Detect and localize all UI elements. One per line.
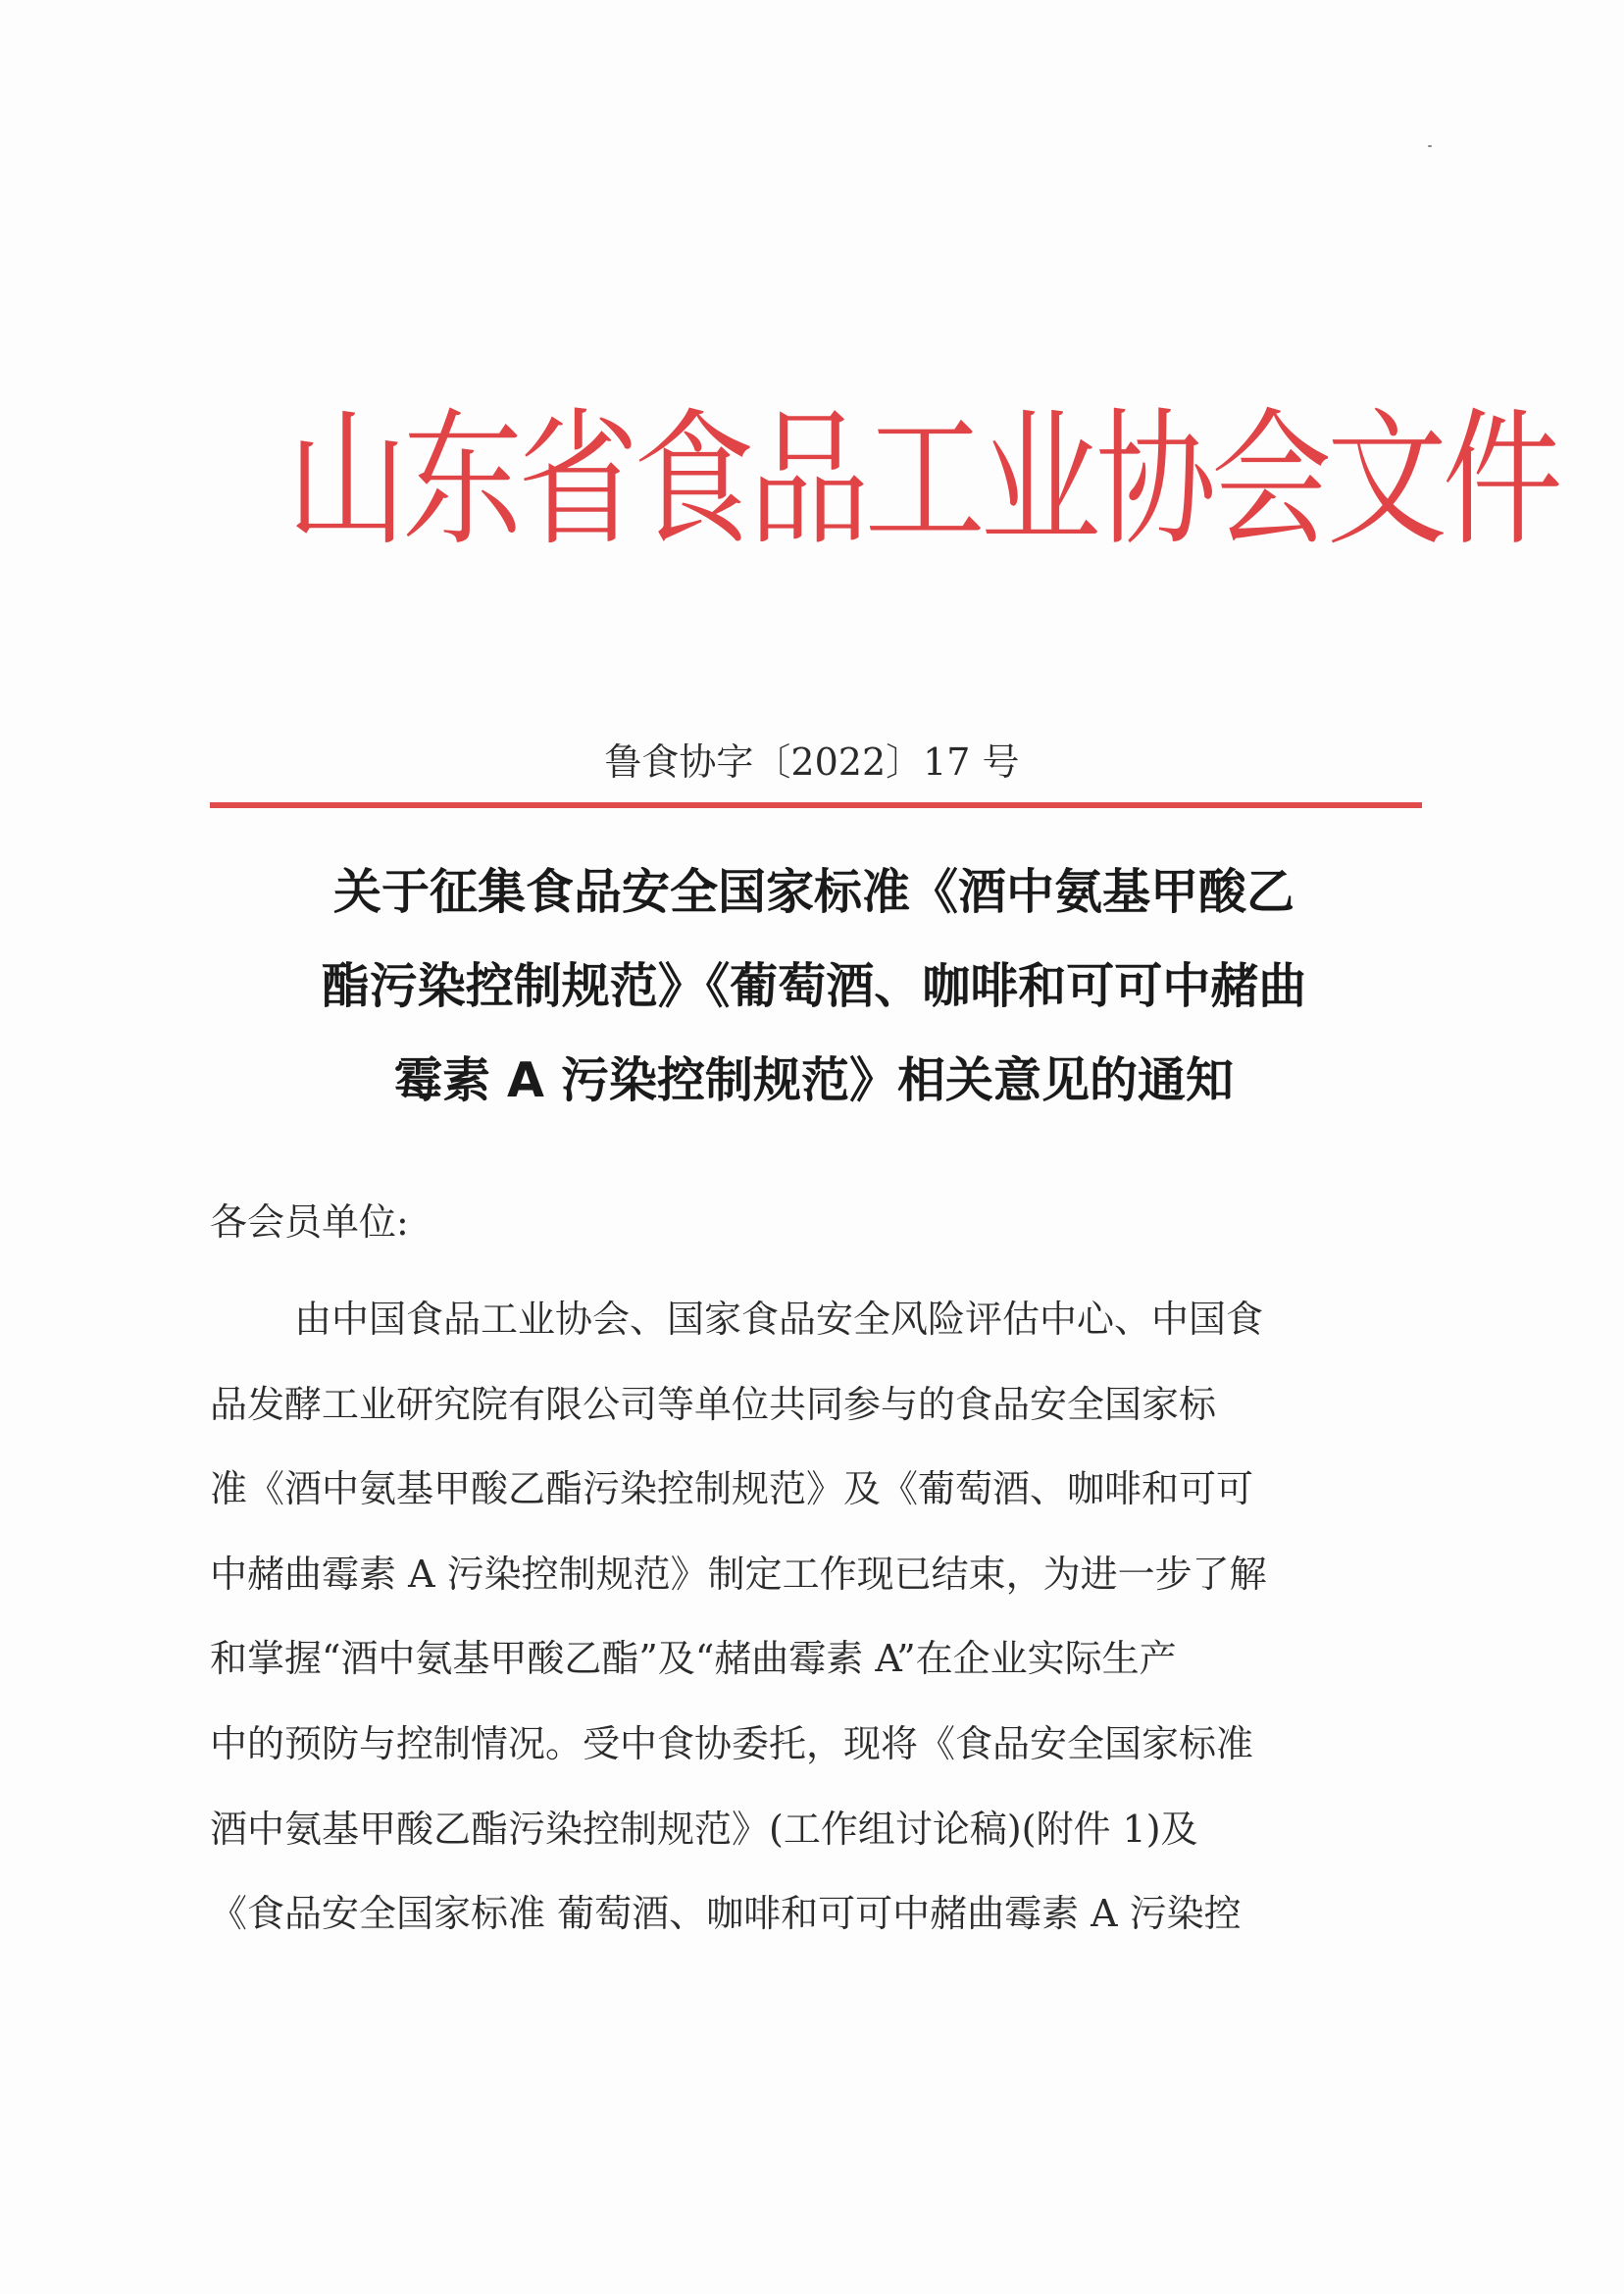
body-paragraph	[210, 1277, 1426, 1957]
body-line: 准《酒中氨基甲酸乙酯污染控制规范》及《葡萄酒、咖啡和可可	[210, 1467, 1254, 1511]
title-line-1: 关于征集食品安全国家标准《酒中氨基甲酸乙	[332, 864, 1294, 920]
body-line: 中赭曲霉素 A 污染控制规范》制定工作现已结束，为进一步了解	[210, 1552, 1267, 1596]
masthead-title: 山东省食品工业协会文件	[286, 393, 1558, 566]
title-line-2: 酯污染控制规范》《葡萄酒、咖啡和可可中赭曲	[321, 958, 1307, 1014]
body-line: 品发酵工业研究院有限公司等单位共同参与的食品安全国家标	[210, 1382, 1217, 1426]
salutation: 各会员单位:	[210, 1200, 409, 1244]
notice-title	[201, 845, 1427, 1128]
red-divider-line	[210, 802, 1422, 808]
body-line: 由中国食品工业协会、国家食品安全风险评估中心、中国食	[294, 1298, 1264, 1341]
body-line: 《食品安全国家标准 葡萄酒、咖啡和可可中赭曲霉素 A 污染控	[210, 1892, 1242, 1936]
body-line: 中的预防与控制情况。受中食协委托，现将《食品安全国家标准	[210, 1721, 1254, 1765]
title-line-3: 霉素 A 污染控制规范》相关意见的通知	[393, 1052, 1235, 1108]
document-number: 鲁食协字〔2022〕17 号	[604, 740, 1020, 784]
body-line: 酒中氨基甲酸乙酯污染控制规范》(工作组讨论稿)(附件 1)及	[210, 1807, 1198, 1851]
scan-speck	[1428, 145, 1432, 147]
body-line: 和掌握“酒中氨基甲酸乙酯”及“赭曲霉素 A”在企业实际生产	[210, 1637, 1177, 1681]
